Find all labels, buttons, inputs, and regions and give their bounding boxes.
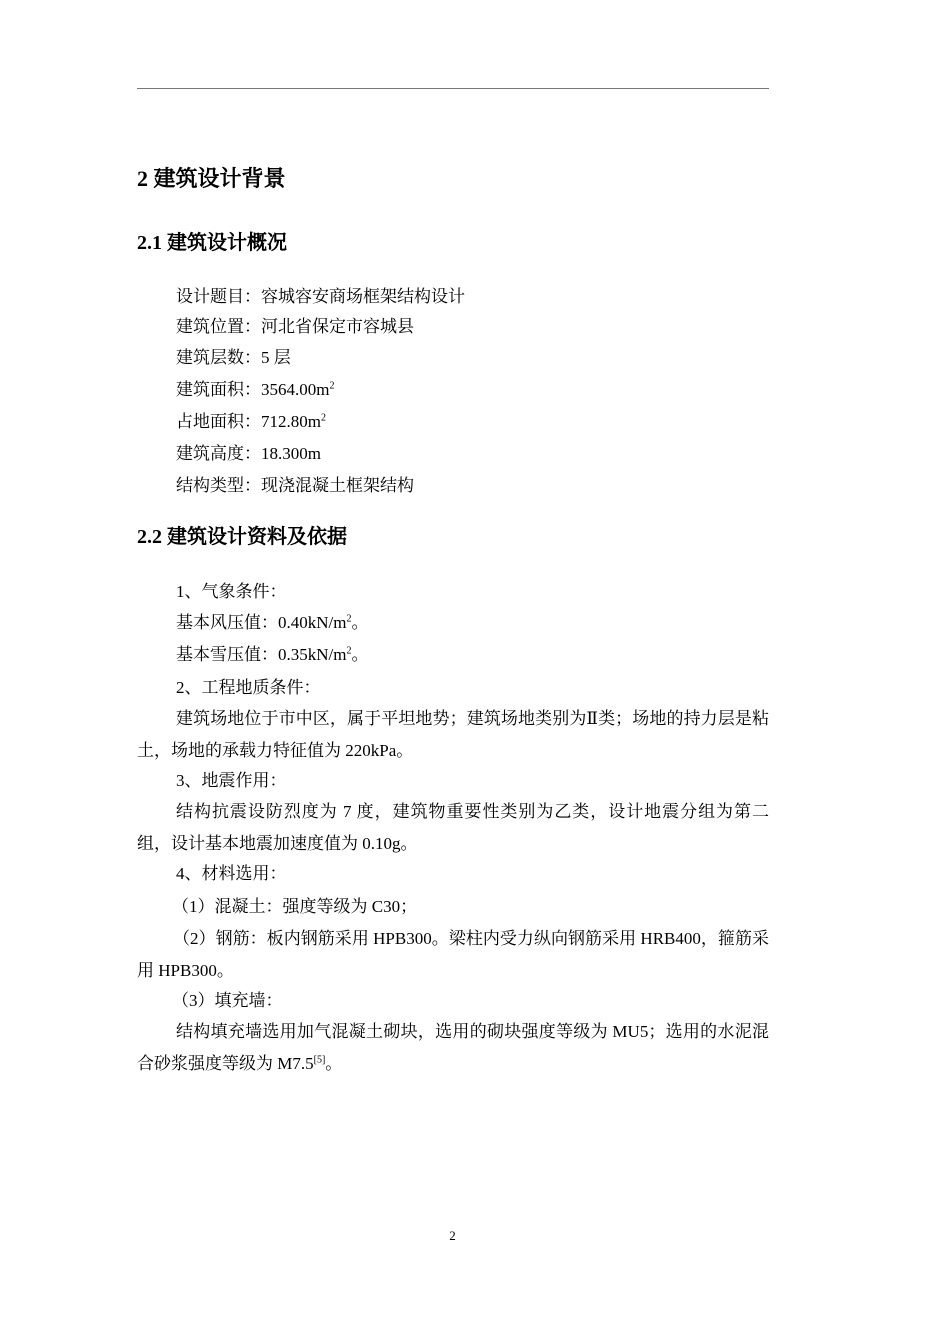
materials-title: 4、材料选用： (176, 864, 287, 883)
section-heading-2-2: 2.2 建筑设计资料及依据 (137, 526, 347, 548)
height-line: 建筑高度：18.300m (176, 444, 321, 463)
land-area-line (176, 410, 326, 434)
header-rule (137, 88, 769, 89)
infill-suffix: 。 (325, 1054, 343, 1073)
land-area-sup: 2 (320, 412, 326, 424)
seismic-paragraph: 结构抗震设防烈度为 7 度，建筑物重要性类别为乙类，设计地震分组为第二组，设计基本地震加速度值为 0.10g。 (137, 802, 769, 853)
design-title-line: 设计题目：容城容安商场框架结构设计 (176, 287, 465, 306)
chapter-title: 2 建筑设计背景 (137, 166, 286, 191)
building-area-text: 建筑面积：3564.00m (176, 380, 330, 399)
snow-pressure-sup: 2 (346, 645, 352, 657)
infill-title: （3）填充墙： (172, 991, 283, 1010)
weather-title: 1、气象条件： (176, 582, 287, 601)
citation-ref: [5] (313, 1054, 326, 1066)
location-line: 建筑位置：河北省保定市容城县 (176, 317, 414, 336)
geology-paragraph: 建筑场地位于市中区，属于平坦地势；建筑场地类别为Ⅱ类；场地的持力层是粘土，场地的承载力特征值为 220kPa。 (137, 709, 769, 760)
building-area-sup: 2 (329, 380, 335, 392)
land-area-text: 占地面积：712.80m (176, 412, 321, 431)
infill-text: 结构填充墙选用加气混凝土砌块，选用的砌块强度等级为 MU5；选用的水泥混合砂浆强度等级为 M7.5 (137, 1022, 769, 1073)
seismic-title: 3、地震作用： (176, 771, 287, 790)
floors-line: 建筑层数：5 层 (176, 348, 291, 367)
snow-pressure-line (176, 643, 368, 667)
snow-pressure-text: 基本雪压值：0.35kN/m (176, 645, 347, 664)
wind-pressure-text: 基本风压值：0.40kN/m (176, 613, 347, 632)
snow-pressure-suffix: 。 (351, 645, 369, 664)
wind-pressure-sup: 2 (346, 613, 352, 625)
structure-type-line: 结构类型：现浇混凝土框架结构 (176, 476, 414, 495)
infill-paragraph (137, 1016, 769, 1080)
rebar-paragraph: （2）钢筋：板内钢筋采用 HPB300。梁柱内受力纵向钢筋采用 HRB400，箍筋采用 HPB300。 (137, 929, 769, 980)
wind-pressure-suffix: 。 (351, 613, 369, 632)
section-heading-2-1: 2.1 建筑设计概况 (137, 232, 287, 254)
page-number: 2 (449, 1228, 456, 1243)
building-area-line (176, 378, 334, 402)
wind-pressure-line (176, 611, 368, 635)
concrete-line: （1）混凝土：强度等级为 C30； (172, 897, 418, 916)
geology-title: 2、工程地质条件： (176, 678, 321, 697)
